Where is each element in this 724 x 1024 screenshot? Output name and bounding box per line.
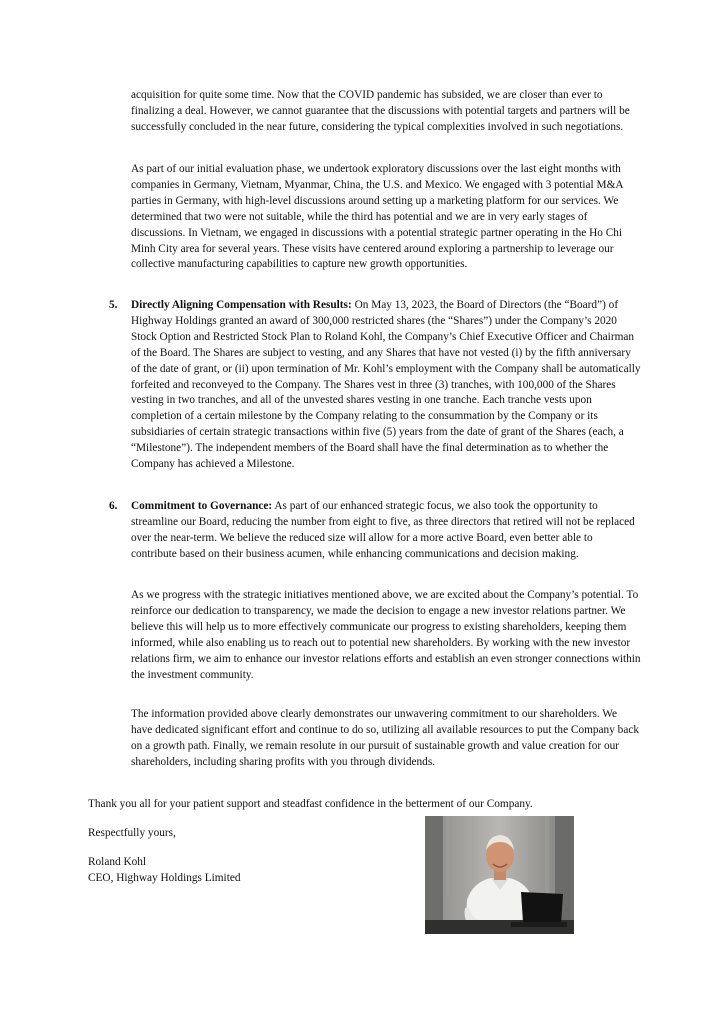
signer-title: CEO, Highway Holdings Limited <box>88 872 241 884</box>
salutation: Respectfully yours, <box>88 827 176 839</box>
commitment-paragraph: The information provided above clearly demonstrates our unwavering commitment to our shareholders. We have dedicated significant effort and continue to do so, utilizing all available resources to put the Company back on a growth path. Finally, we remain resolute in our pursuit of sustainable growth and value creation for our shareholders, including sharing profits with you through dividends. <box>131 708 639 768</box>
ceo-portrait-photo <box>425 816 574 934</box>
item-5-text: On May 13, 2023, the Board of Directors (the “Board”) of Highway Holdings granted an award of 300,000 restricted shares (the “Shares”) under the Company’s 2020 Stock Option and Restricted Stock Plan to Roland Kohl, the Company’s Chief Executive Officer and Chairman of the Board. The Shares are subject to vesting, and any Shares that have not vested (i) by the fifth anniversary of the date of grant, or (ii) upon termination of Mr. Kohl’s employment with the Company shall be automatically forfeited and reconveyed to the Company. The Shares vest in three (3) tranches, with 100,000 of the Shares vesting in two tranches, and all of the unvested shares vesting in one tranche. Each tranche vests upon completion of a certain milestone by the Company relating to the consummation by the Company or its subsidiaries of certain strategic transactions within five (5) years from the date of grant of the Shares (each, a “Milestone”). The independent members of the Board shall have the final determination as to whether the Company has achieved a Milestone. <box>131 299 641 471</box>
item-5-heading: Directly Aligning Compensation with Results: <box>131 299 352 311</box>
item-6-paragraph <box>131 499 641 563</box>
signer-name: Roland Kohl <box>88 856 147 868</box>
item-5-number: 5. <box>109 299 118 311</box>
item-5-paragraph <box>131 298 641 473</box>
investor-relations-paragraph: As we progress with the strategic initiatives mentioned above, we are excited about the Company’s potential. To reinforce our dedication to transparency, we made the decision to engage a new investor relations partner. We believe this will help us to more effectively communicate our progress to existing shareholders, keeping them informed, while also enabling us to reach out to potential new shareholders. By working with the new investor relations firm, we aim to enhance our investor relations efforts and establish an even stronger connections within the investment community. <box>131 589 641 681</box>
item-6-number: 6. <box>109 500 118 512</box>
continuation-paragraph-2: As part of our initial evaluation phase, we undertook exploratory discussions over the last eight months with companies in Germany, Vietnam, Myanmar, China, the U.S. and Mexico. We engaged with 3 potential M&A parties in Germany, with high-level discussions around setting up a marketing platform for our services. We determined that two were not suitable, while the third has potential and we are in very early stages of discussions. In Vietnam, we engaged in discussions with a potential strategic partner operating in the Ho Chi Minh City area for several years. These visits have centered around exploring a partnership to leverage our collective manufacturing capabilities to capture new growth opportunities. <box>131 163 623 271</box>
item-6-text: As part of our enhanced strategic focus, we also took the opportunity to streamline our Board, reducing the number from eight to five, as three directors that retired will not be replaced over the near-term. We believe the reduced size will allow for a more active Board, even better able to contribute based on their business acumen, while enhancing communications and decision making. <box>131 500 635 560</box>
thank-you-line: Thank you all for your patient support and steadfast confidence in the betterment of our Company. <box>88 798 533 810</box>
continuation-paragraph-1: acquisition for quite some time. Now that the COVID pandemic has subsided, we are closer than ever to finalizing a deal. However, we cannot guarantee that the discussions with potential targets and partners will be successfully concluded in the near future, considering the typical complexities involved in such negotiations. <box>131 89 630 133</box>
item-6-heading: Commitment to Governance: <box>131 500 273 512</box>
